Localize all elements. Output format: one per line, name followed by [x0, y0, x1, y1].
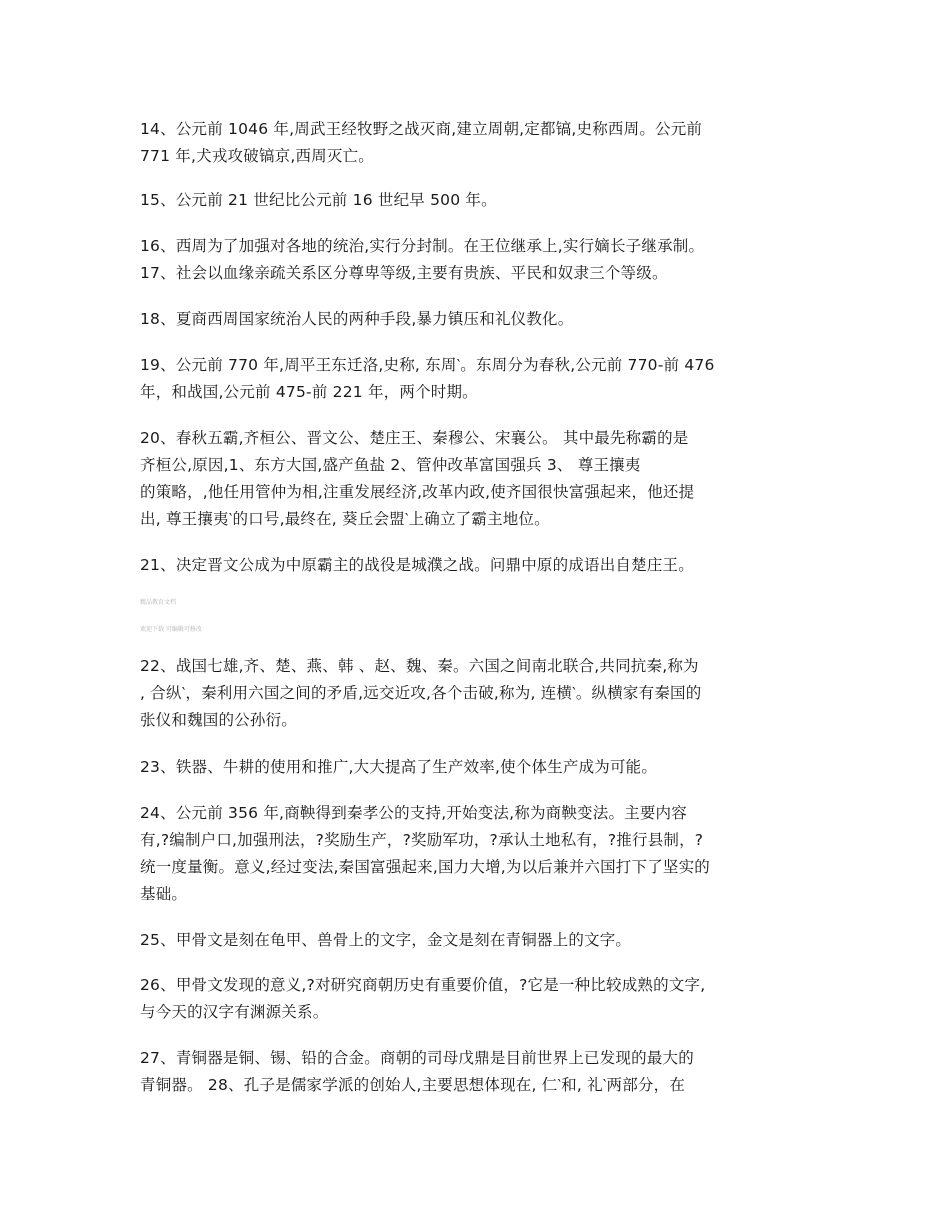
paragraph-14 — [140, 116, 820, 170]
paragraph-15 — [140, 187, 820, 214]
text-line: 15、公元前 21 世纪比公元前 16 世纪早 500 年。 — [140, 191, 497, 209]
text-line: 18、夏商西周国家统治人民的两种手段,暴力镇压和礼仪教化。 — [140, 310, 574, 328]
text-line: 771 年,犬戎攻破镐京,西周灭亡。 — [140, 147, 374, 165]
text-line: 22、战国七雄,齐、楚、燕、韩 、赵、魏、秦。六国之间南北联合,共同抗秦,称为 — [140, 657, 699, 675]
paragraph-24 — [140, 800, 820, 908]
text-line: 23、铁器、牛耕的使用和推广,大大提高了生产效率,使个体生产成为可能。 — [140, 758, 658, 776]
paragraph-27 — [140, 1045, 820, 1099]
text-line: 14、公元前 1046 年,周武王经牧野之战灭商,建立周朝,定都镐,史称西周。公元前 — [140, 120, 703, 138]
paragraph-20 — [140, 425, 820, 533]
text-line: 25、甲骨文是刻在龟甲、兽骨上的文字，金文是刻在青铜器上的文字。 — [140, 931, 632, 949]
watermark-line-1: 精品教育文档 — [140, 599, 177, 606]
text-line: 张仪和魏国的公孙衍。 — [140, 711, 298, 729]
text-line: 齐桓公,原因,1、东方大国,盛产鱼盐 2、管仲改革富国强兵 3、 尊王攘夷 — [140, 456, 641, 474]
watermark-line-2: 欢迎下载 可编辑可修改 — [140, 626, 202, 633]
paragraph-25 — [140, 927, 820, 954]
text-line: 统一度量衡。意义,经过变法,秦国富强起来,国力大增,为以后兼并六国打下了坚实的 — [140, 858, 711, 876]
paragraph-26 — [140, 972, 820, 1026]
text-line: 年，和战国,公元前 475-前 221 年，两个时期。 — [140, 383, 478, 401]
text-line: 20、春秋五霸,齐桓公、晋文公、楚庄王、秦穆公、宋襄公。 其中最先称霸的是 — [140, 429, 689, 447]
text-line: 青铜器。 28、孔子是儒家学派的创始人,主要思想体现在, 仁‵和, 礼‵两部分，在 — [140, 1076, 686, 1094]
paragraph-21 — [140, 552, 820, 579]
text-line: 21、决定晋文公成为中原霸主的战役是城濮之战。问鼎中原的成语出自楚庄王。 — [140, 556, 694, 574]
text-line: 16、西周为了加强对各地的统治,实行分封制。在王位继承上,实行嫡长子继承制。 — [140, 237, 705, 255]
text-line: 基础。 — [140, 885, 188, 903]
paragraph-23 — [140, 754, 820, 781]
paragraph-18 — [140, 306, 820, 333]
text-line: 有,?编制户口,加强刑法，?奖励生产，?奖励军功，?承认土地私有，?推行县制，? — [140, 831, 704, 849]
text-line: 的策略，,他任用管仲为相,注重发展经济,改革内政,使齐国很快富强起来，他还提 — [140, 483, 695, 501]
text-line: , 合纵‵，秦利用六国之间的矛盾,远交近攻,各个击破,称为, 连横‵。纵横家有秦国的 — [140, 684, 702, 702]
text-line: 19、公元前 770 年,周平王东迁洛,史称, 东周‵。东周分为春秋,公元前 770-前 476 — [140, 356, 715, 374]
text-line: 27、青铜器是铜、锡、铅的合金。商朝的司母戊鼎是目前世界上已发现的最大的 — [140, 1049, 694, 1067]
paragraph-19 — [140, 352, 820, 406]
text-line: 出, 尊王攘夷‵的口号,最终在, 葵丘会盟‵上确立了霸主地位。 — [140, 510, 550, 528]
text-line: 与今天的汉字有渊源关系。 — [140, 1003, 329, 1021]
text-line: 26、甲骨文发现的意义,?对研究商朝历史有重要价值，?它是一种比较成熟的文字, — [140, 976, 706, 994]
text-line: 24、公元前 356 年,商鞅得到秦孝公的支持,开始变法,称为商鞅变法。主要内容 — [140, 804, 687, 822]
text-line: 17、社会以血缘亲疏关系区分尊卑等级,主要有贵族、平民和奴隶三个等级。 — [140, 264, 668, 282]
paragraph-22 — [140, 653, 820, 734]
paragraph-16 — [140, 233, 820, 287]
